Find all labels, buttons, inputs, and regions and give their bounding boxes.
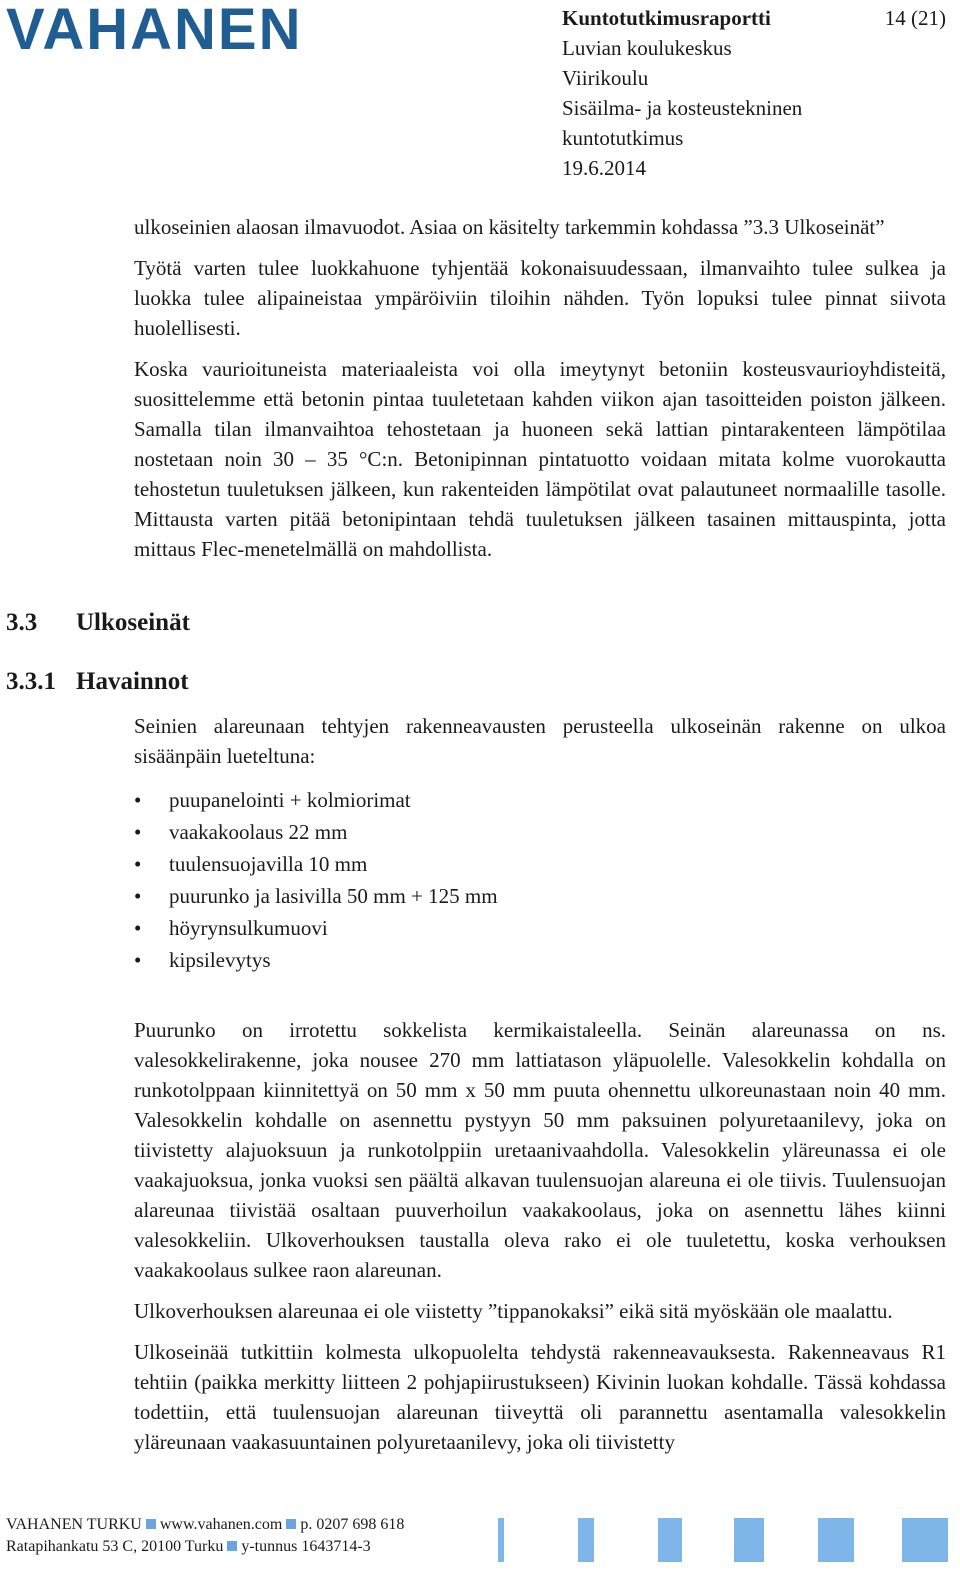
stripe-icon (734, 1518, 764, 1562)
structure-list (134, 784, 498, 976)
header-line: Sisäilma- ja kosteustekninen (562, 96, 803, 120)
stripe-icon (578, 1518, 594, 1562)
stripe-icon (818, 1518, 854, 1562)
stripe-icon (658, 1518, 682, 1562)
body-bottom (134, 1015, 946, 1468)
paragraph: Seinien alareunaan tehtyjen rakenneavausten perusteella ulkoseinän rakenne on ulkoa sisäänpäin lueteltuna: (134, 714, 946, 768)
footer-phone: p. 0207 698 618 (300, 1516, 405, 1533)
subsection-title: Havainnot (76, 668, 189, 695)
header-line: kuntotutkimus (562, 126, 684, 150)
page-number: 14 (21) (884, 6, 946, 30)
paragraph: Koska vaurioituneista materiaaleista voi olla imeytynyt betoniin kosteusvaurioyhdisteitä, suosittelemme että betonin pintaa tuuletetaan kahden viikon ajan tasoitteiden poiston jälkeen. Samalla tilan ilmanvaihtoa tehostetaan ja huoneen sekä lattian pintarakenteen lämpötilaa nostetaan noin 30 – 35 °C:n. Betonipinnan pintatuotto voidaan mitata kolme vuorokautta tehostetun tuuletuksen jälkeen, kun rakenteiden lämpötilat ovat palautuneet normaalille tasolle. Mittausta varten pitää betonipintaan tehdä tuuletuksen jälkeen tasainen mittauspinta, jotta mittaus Flec-menetelmällä on mahdollista. (134, 357, 946, 561)
paragraph: Ulkoverhouksen alareunaa ei ole viistetty ”tippanokaksi” eikä sitä myöskään ole maalattu. (134, 1299, 893, 1323)
subsection-number: 3.3.1 (6, 668, 56, 695)
footer-address: Ratapihankatu 53 C, 20100 Turku (6, 1538, 224, 1555)
body-top (134, 212, 946, 575)
subsection-heading (6, 667, 189, 697)
footer-stripes (498, 1518, 948, 1562)
list-item: • puurunko ja lasivilla 50 mm + 125 mm (134, 880, 498, 912)
list-item: • puupanelointi + kolmiorimat (134, 784, 498, 816)
header-line: Viirikoulu (562, 66, 649, 90)
header-line: Luvian koulukeskus (562, 36, 732, 60)
section-heading (6, 608, 190, 638)
paragraph: ulkoseinien alaosan ilmavuodot. Asiaa on käsitelty tarkemmin kohdassa ”3.3 Ulkoseinät” (134, 215, 885, 239)
paragraph: Työtä varten tulee luokkahuone tyhjentää kokonaisuudessaan, ilmanvaihto tulee sulkea ja luokka tulee alipaineistaa ympäröiviin tiloihin nähden. Työn lopuksi tulee pinnat siivota huolellisesti. (134, 256, 946, 340)
list-item: • höyrynsulkumuovi (134, 912, 498, 944)
paragraph: Ulkoseinää tutkittiin kolmesta ulkopuolelta tehdystä rakenneavauksesta. Rakenneavaus R1 tehtiin (paikka merkitty liitteen 2 pohjapiirustukseen) Kivinin luokan kohdalle. Tässä kohdassa todettiin, että tuulensuojan alareunan tiiveyttä oli parannettu asentamalla valesokkelin yläreunaan vaakasuuntainen polyuretaanilevy, joka oli tiivistetty (134, 1340, 946, 1454)
stripe-icon (902, 1518, 948, 1562)
company-logo: VAHANEN (6, 0, 303, 62)
footer-company: VAHANEN TURKU (6, 1516, 142, 1533)
square-icon (286, 1519, 296, 1529)
page-footer (6, 1514, 404, 1558)
stripe-icon (498, 1518, 504, 1562)
section-number: 3.3 (6, 609, 38, 636)
body-intro (134, 711, 946, 782)
report-title: Kuntotutkimusraportti (562, 6, 771, 30)
footer-web: www.vahanen.com (159, 1516, 283, 1533)
square-icon (227, 1541, 237, 1551)
paragraph: Puurunko on irrotettu sokkelista kermikaistaleella. Seinän alareunassa on ns. valesokkelirakenne, joka nousee 270 mm lattiatason yläpuolelle. Valesokkelin kohdalla on runkotolppaan kiinnitettyä on 50 mm x 50 mm puuta ohennettu ulkoreunastaan noin 40 mm. Valesokkelin kohdalle on asennettu pystyyn 50 mm paksuinen polyuretaanilevy, joka on tiivistetty alajuoksuun ja runkotolppiin uretaanivaahdolla. Valesokkelin yläreunassa ei ole vaakajuoksua, jonka vuoksi sen päältä alkavan tuulensuojan alareuna ei ole tiivis. Tuulensuojan alareunaa tiivistää osaltaan puuverhoilun vaakakoolaus, joka on asennettu lähes kiinni valesokkeliin. Ulkoverhouksen taustalla oleva rako ei ole tuuletettu, koska verhouksen vaakakoolaus sulkee raon alareunan. (134, 1018, 946, 1282)
list-item: • vaakakoolaus 22 mm (134, 816, 498, 848)
list-item: • tuulensuojavilla 10 mm (134, 848, 498, 880)
footer-business-id: y-tunnus 1643714-3 (241, 1538, 371, 1555)
header-date: 19.6.2014 (562, 156, 646, 180)
section-title: Ulkoseinät (76, 609, 190, 636)
list-item: • kipsilevytys (134, 944, 498, 976)
square-icon (146, 1519, 156, 1529)
